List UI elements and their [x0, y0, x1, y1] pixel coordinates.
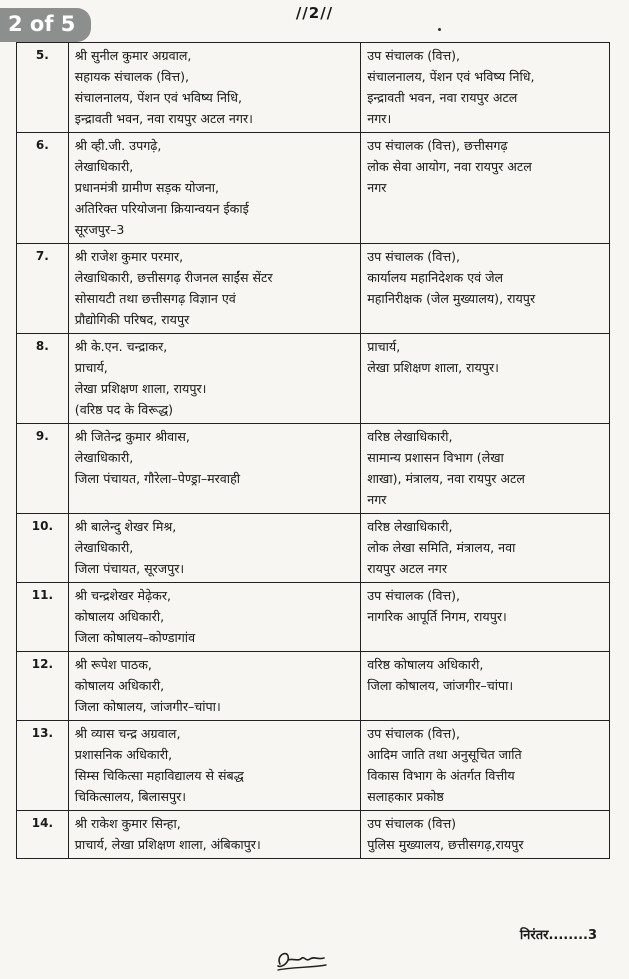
serial-number: 8.	[17, 334, 69, 424]
table-row	[17, 424, 610, 514]
text-line: लेखाधिकारी,	[74, 159, 134, 174]
text-line: उप संचालक (वित्त),	[367, 588, 461, 603]
page-counter-badge: 2 of 5	[0, 8, 91, 42]
officer-current-post	[68, 424, 360, 514]
text-line: लेखाधिकारी,	[74, 450, 134, 465]
serial-number: 5.	[17, 43, 69, 133]
new-posting	[361, 244, 610, 334]
continue-marker: निरंतर........3	[519, 928, 597, 943]
new-posting	[361, 652, 610, 721]
new-posting	[361, 721, 610, 811]
text-line: श्री राकेश कुमार सिन्हा,	[74, 816, 181, 831]
text-line: लेखाधिकारी, छत्तीसगढ़ रीजनल साईंस सेंटर	[74, 270, 273, 285]
text-line: जिला कोषालय, जांजगीर–चांपा।	[74, 699, 221, 714]
table-row	[17, 334, 610, 424]
table-row	[17, 652, 610, 721]
text-line: (वरिष्ठ पद के विरूद्ध)	[74, 402, 174, 417]
text-line: अतिरिक्त परियोजना क्रियान्वयन ईकाई	[74, 201, 249, 216]
text-line: रायपुर अटल नगर	[367, 561, 447, 576]
text-line: नगर	[367, 180, 387, 195]
text-line: महानिरीक्षक (जेल मुख्यालय), रायपुर	[367, 291, 536, 306]
text-line: उप संचालक (वित्त),	[367, 249, 461, 264]
text-line: लेखाधिकारी,	[74, 540, 134, 555]
text-line: वरिष्ठ कोषालय अधिकारी,	[367, 657, 484, 672]
text-line: वरिष्ठ लेखाधिकारी,	[367, 429, 453, 444]
officer-current-post	[68, 334, 360, 424]
text-line: कोषालय अधिकारी,	[74, 609, 165, 624]
text-line: कार्यालय महानिदेशक एवं जेल	[367, 270, 504, 285]
new-posting	[361, 514, 610, 583]
text-line: सिम्स चिकित्सा महाविद्यालय से संबद्ध	[74, 768, 244, 783]
text-line: उप संचालक (वित्त),	[367, 48, 461, 63]
text-line: श्री बालेन्दु शेखर मिश्र,	[74, 519, 177, 534]
text-line: श्री सुनील कुमार अग्रवाल,	[74, 48, 192, 63]
new-posting	[361, 334, 610, 424]
text-line: वरिष्ठ लेखाधिकारी,	[367, 519, 453, 534]
text-line: श्री रूपेश पाठक,	[74, 657, 152, 672]
text-line: प्राचार्य,	[367, 339, 401, 354]
text-line: जिला कोषालय, जांजगीर–चांपा।	[367, 678, 514, 693]
serial-number: 11.	[17, 583, 69, 652]
new-posting	[361, 133, 610, 244]
officer-current-post	[68, 133, 360, 244]
text-line: सलाहकार प्रकोष्ठ	[367, 789, 444, 804]
officer-current-post	[68, 652, 360, 721]
text-line: नागरिक आपूर्ति निगम, रायपुर।	[367, 609, 507, 624]
text-line: सहायक संचालक (वित्त),	[74, 69, 190, 84]
serial-number: 13.	[17, 721, 69, 811]
officer-current-post	[68, 583, 360, 652]
text-line: प्रौद्योगिकी परिषद, रायपुर	[74, 312, 190, 327]
text-line: शाखा), मंत्रालय, नवा रायपुर अटल	[367, 471, 525, 486]
text-line: उप संचालक (वित्त), छत्तीसगढ़	[367, 138, 508, 153]
text-line: श्री व्यास चन्द्र अग्रवाल,	[74, 726, 181, 741]
text-line: प्रधानमंत्री ग्रामीण सड़क योजना,	[74, 180, 220, 195]
table-row	[17, 133, 610, 244]
table-row	[17, 43, 610, 133]
table-row	[17, 811, 610, 859]
text-line: लोक लेखा समिति, मंत्रालय, नवा	[367, 540, 516, 555]
text-line: विकास विभाग के अंतर्गत वित्तीय	[367, 768, 515, 783]
new-posting	[361, 424, 610, 514]
text-line: श्री राजेश कुमार परमार,	[74, 249, 184, 264]
table-row	[17, 583, 610, 652]
serial-number: 6.	[17, 133, 69, 244]
new-posting	[361, 811, 610, 859]
serial-number: 12.	[17, 652, 69, 721]
text-line: जिला पंचायत, गौरेला–पेण्ड्रा–मरवाही	[74, 471, 241, 486]
text-line: श्री के.एन. चन्द्राकर,	[74, 339, 168, 354]
speck	[438, 28, 441, 31]
serial-number: 10.	[17, 514, 69, 583]
table-row	[17, 244, 610, 334]
text-line: श्री चन्द्रशेखर मेढ़ेकर,	[74, 588, 172, 603]
text-line: पुलिस मुख्यालय, छत्तीसगढ़,रायपुर	[367, 837, 524, 852]
table-row	[17, 721, 610, 811]
text-line: उप संचालक (वित्त),	[367, 726, 461, 741]
new-posting	[361, 43, 610, 133]
text-line: सोसायटी तथा छत्तीसगढ़ विज्ञान एवं	[74, 291, 236, 306]
text-line: प्राचार्य, लेखा प्रशिक्षण शाला, अंबिकापुर।	[74, 837, 261, 852]
text-line: इन्द्रावती भवन, नवा रायपुर अटल नगर।	[74, 111, 253, 126]
officer-current-post	[68, 514, 360, 583]
serial-number: 7.	[17, 244, 69, 334]
new-posting	[361, 583, 610, 652]
page-marker: //2//	[295, 4, 334, 22]
officer-current-post	[68, 811, 360, 859]
text-line: उप संचालक (वित्त)	[367, 816, 457, 831]
transfer-table	[16, 42, 610, 859]
officer-current-post	[68, 244, 360, 334]
serial-number: 14.	[17, 811, 69, 859]
text-line: सूरजपुर–3	[74, 222, 125, 237]
officer-current-post	[68, 43, 360, 133]
text-line: लेखा प्रशिक्षण शाला, रायपुर।	[74, 381, 207, 396]
text-line: नगर।	[367, 111, 392, 126]
text-line: इन्द्रावती भवन, नवा रायपुर अटल	[367, 90, 518, 105]
text-line: श्री जितेन्द्र कुमार श्रीवास,	[74, 429, 190, 444]
text-line: जिला पंचायत, सूरजपुर।	[74, 561, 185, 576]
text-line: प्राचार्य,	[74, 360, 108, 375]
text-line: जिला कोषालय–कोण्डागांव	[74, 630, 196, 645]
text-line: संचालनालय, पेंशन एवं भविष्य निधि,	[367, 69, 535, 84]
table-row	[17, 514, 610, 583]
text-line: श्री व्ही.जी. उपगढ़े,	[74, 138, 162, 153]
text-line: लेखा प्रशिक्षण शाला, रायपुर।	[367, 360, 499, 375]
text-line: संचालनालय, पेंशन एवं भविष्य निधि,	[74, 90, 243, 105]
serial-number: 9.	[17, 424, 69, 514]
signature-icon	[272, 946, 332, 974]
text-line: नगर	[367, 492, 387, 507]
text-line: आदिम जाति तथा अनुसूचित जाति	[367, 747, 522, 762]
text-line: चिकित्सालय, बिलासपुर।	[74, 789, 187, 804]
text-line: कोषालय अधिकारी,	[74, 678, 165, 693]
text-line: प्रशासनिक अधिकारी,	[74, 747, 173, 762]
text-line: लोक सेवा आयोग, नवा रायपुर अटल	[367, 159, 532, 174]
officer-current-post	[68, 721, 360, 811]
text-line: सामान्य प्रशासन विभाग (लेखा	[367, 450, 504, 465]
